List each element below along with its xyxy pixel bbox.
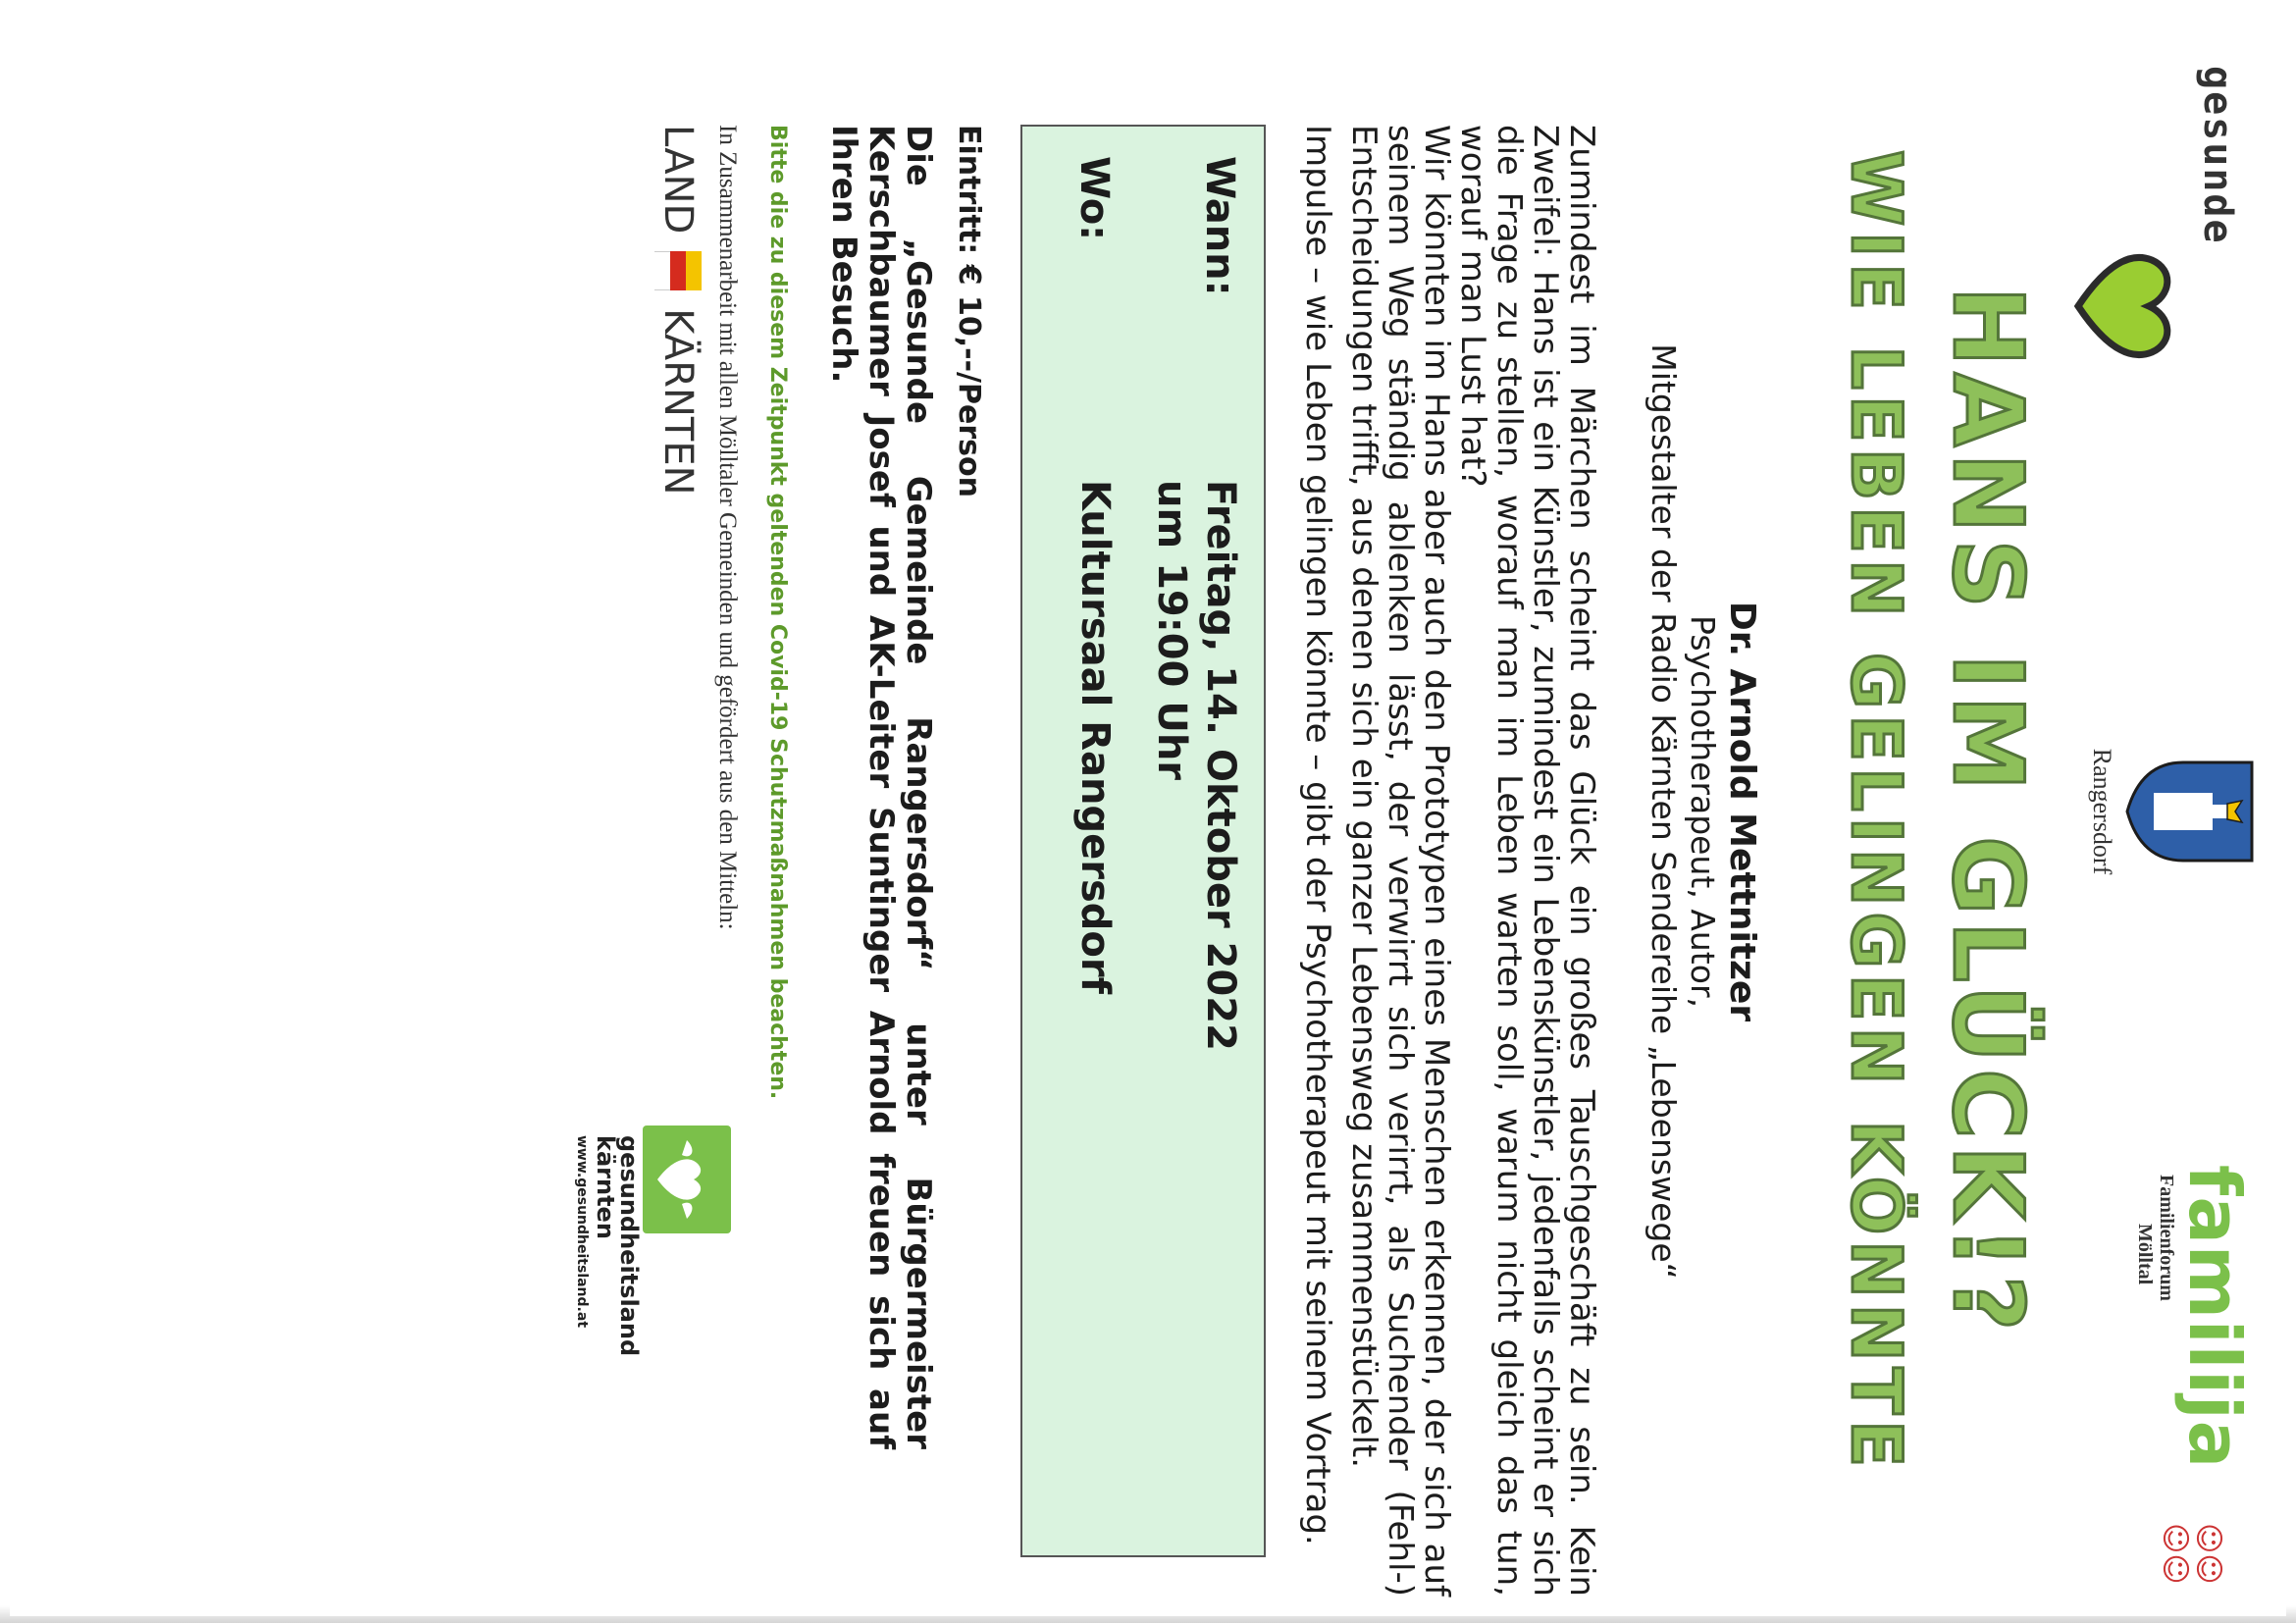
gesunde-gemeinde-logo bbox=[2070, 66, 2240, 340]
gesundheitsland-text: gesundheitsland bbox=[615, 1135, 643, 1357]
familija-logo bbox=[2085, 1165, 2256, 1585]
familija-text: familija bbox=[2173, 1165, 2256, 1470]
speaker-block bbox=[1644, 7, 1761, 1616]
flyer-page bbox=[10, 7, 2286, 1616]
carinthia-flag-icon bbox=[654, 251, 702, 290]
event-info-box bbox=[1020, 125, 1266, 1557]
where-label: Wo: bbox=[1071, 156, 1117, 241]
children-figures-icon: ☺☺ ☺☺ bbox=[2158, 1523, 2225, 1585]
familija-subtitle-2: Mölltal bbox=[2134, 1224, 2156, 1285]
shield-icon bbox=[2124, 758, 2257, 865]
gesundheitsland-logo bbox=[574, 1126, 731, 1449]
cooperation-note: In Zusammenarbeit mit allen Mölltaler Gemeinden und gefördert aus den Mitteln: bbox=[714, 125, 741, 930]
speaker-affiliation: Mitgestalter der Radio Kärnten Sendereihe „Lebenswege“ bbox=[1644, 343, 1683, 1280]
coat-of-arms-label: Rangersdorf bbox=[2088, 748, 2116, 875]
speaker-name: Dr. Arnold Mettnitzer bbox=[1722, 601, 1762, 1022]
subtitle: WIE LEBEN GELINGEN KÖNNTE bbox=[1836, 149, 1916, 1474]
gesundheitsland-url: www.gesundheitsland.at bbox=[574, 1135, 590, 1329]
familija-wordmark bbox=[2173, 1165, 2256, 1518]
familija-subtitle-1: Familienforum bbox=[2156, 1175, 2177, 1301]
description-paragraph-2: Wir könnten im Hans aber auch den Prototypen eines Menschen erkennen, der sich auf seinem Weg ständig ablenken lässt, der verwirrt sich verirrt, als Suchender (Fehl-) Entscheidungen trifft, aus denen sich ein ganzer Lebensweg zusammenstückelt. bbox=[1344, 125, 1456, 1597]
gesundheitsland-wordmark bbox=[570, 1135, 641, 1356]
land-text: LAND bbox=[655, 125, 701, 235]
when-date: Freitag, 14. Oktober 2022 bbox=[1198, 480, 1243, 1051]
heart-icon bbox=[2073, 252, 2176, 360]
rangersdorf-coat-of-arms bbox=[2051, 713, 2257, 910]
description-paragraph-3: Impulse – wie Leben gelingen könnte – gibt der Psychotherapeut mit seinem Vortrag. bbox=[1298, 125, 1337, 1545]
main-title: HANS IM GLÜCK!? bbox=[1931, 286, 2043, 1337]
description bbox=[1299, 125, 1599, 1597]
greeting-text: Die „Gesunde Gemeinde Rangersdorf“ unter Bürgermeister Kerschbaumer Josef und AK-Leiter Suntinger Arnold freuen sich auf Ihren Besuch. bbox=[824, 125, 938, 1449]
covid-note: Bitte die zu diesem Zeitpunkt geltenden Covid-19 Schutzmaßnahmen beachten. bbox=[765, 125, 790, 1100]
land-kaernten-logo bbox=[654, 125, 702, 496]
description-paragraph-1: Zumindest im Märchen scheint das Glück ein großes Tauschgeschäft zu sein. Kein Zweifel: Hans ist ein Künstler, zumindest ein Lebenskünstler, jedenfalls scheint er sich die Frage zu stellen, worauf man im Leben warten soll, warum nicht gleich das tun, worauf man Lust hat? bbox=[1453, 125, 1601, 1597]
speaker-role: Psychotherapeut, Autor, bbox=[1684, 615, 1722, 1008]
when-label: Wann: bbox=[1197, 156, 1242, 296]
gesunde-text: gesunde bbox=[2195, 66, 2240, 245]
leaf-heart-icon bbox=[643, 1126, 731, 1233]
kaernten-small-text: kärnten bbox=[592, 1135, 619, 1239]
where-value: Kultursaal Rangersdorf bbox=[1072, 480, 1118, 995]
when-time: um 19:00 Uhr bbox=[1149, 480, 1194, 781]
kaernten-text: KÄRNTEN bbox=[655, 308, 701, 496]
entry-fee: Eintritt: € 10,--/Person bbox=[952, 125, 986, 497]
